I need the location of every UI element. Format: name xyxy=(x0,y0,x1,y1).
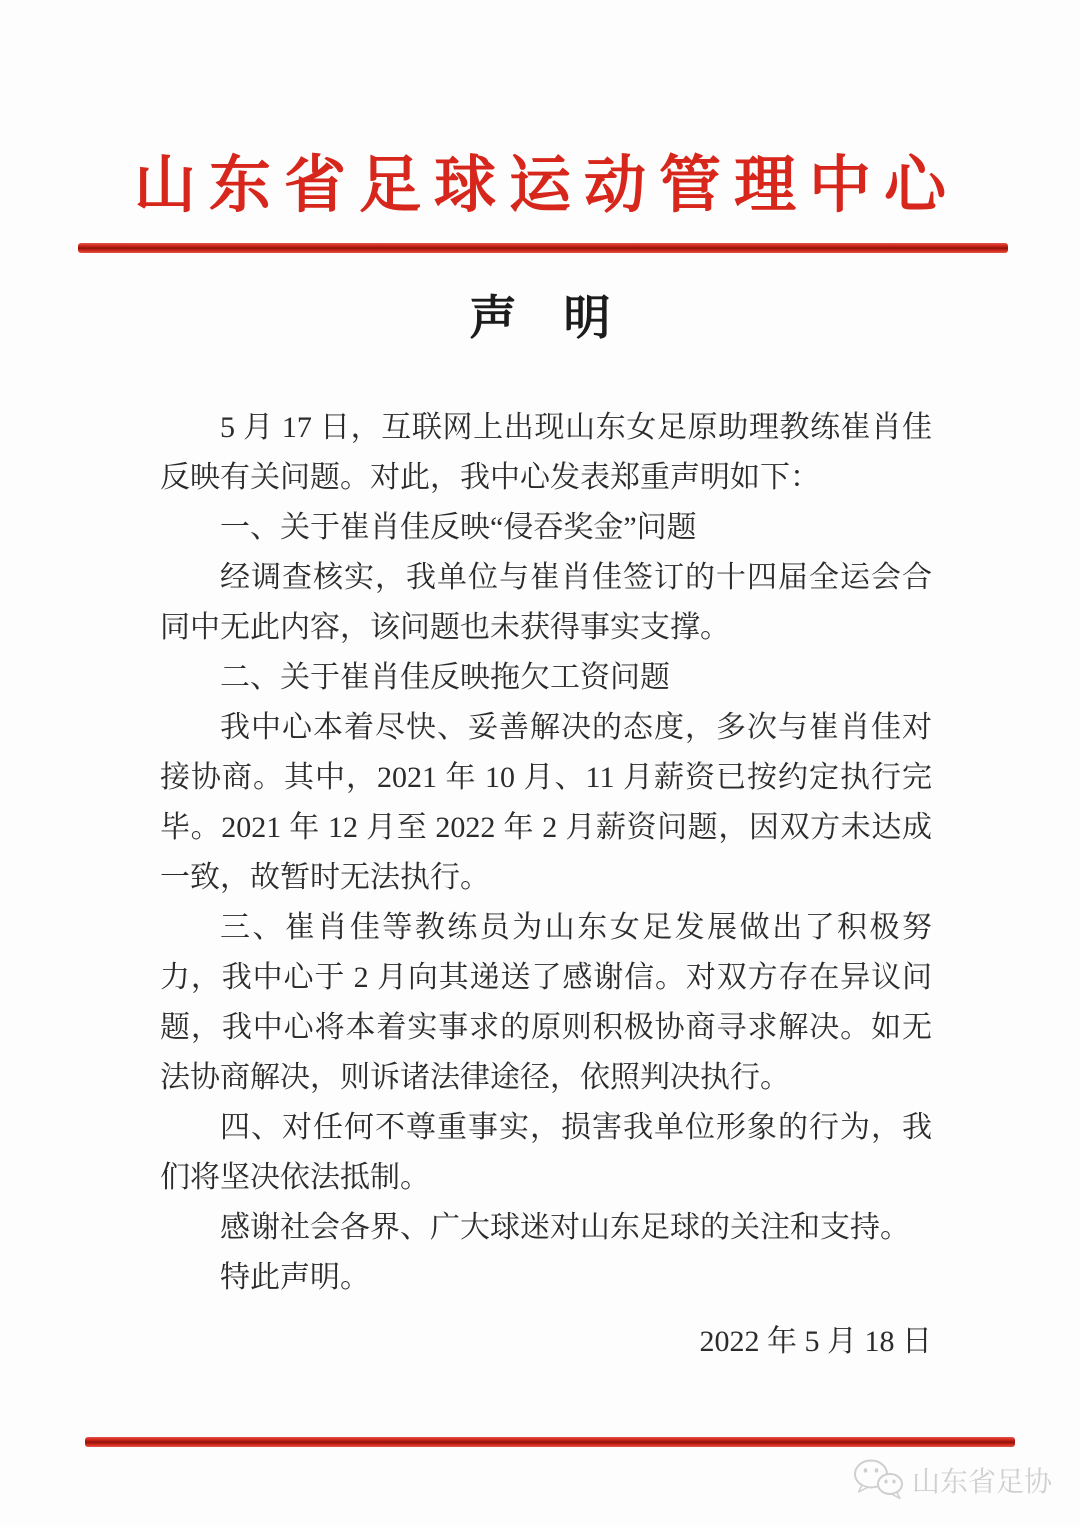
watermark-label: 山东省足协 xyxy=(911,1466,1052,1497)
date-line: 2022 年 5 月 18 日 xyxy=(699,1325,932,1358)
paragraph-section-2: 二、关于崔肖佳反映拖欠工资问题 xyxy=(220,661,670,694)
paragraph-section-3: 三、崔肖佳等教练员为山东女足发展做出了积极努力，我中心于 2 月向其递送了感谢信。对双方存在异议问题，我中心将本着实事求的原则积极协商寻求解决。如无法协商解决，则诉诸法律途径，依照判决执行。 xyxy=(160,911,932,1094)
header-divider xyxy=(78,243,1008,253)
paragraph-closing: 特此声明。 xyxy=(220,1261,370,1294)
letterhead-title: 山东省足球运动管理中心 xyxy=(133,152,959,220)
document-body xyxy=(160,403,932,1367)
paragraph-section-1-body: 经调查核实，我单位与崔肖佳签订的十四届全运会合同中无此内容，该问题也未获得事实支撑。 xyxy=(160,561,932,644)
paragraph-section-4: 四、对任何不尊重事实，损害我单位形象的行为，我们将坚决依法抵制。 xyxy=(160,1111,932,1194)
paragraph-thanks: 感谢社会各界、广大球迷对山东足球的关注和支持。 xyxy=(220,1211,910,1244)
footer-divider xyxy=(85,1437,1015,1447)
paragraph-section-2-body: 我中心本着尽快、妥善解决的态度，多次与崔肖佳对接协商。其中，2021 年 10 月、11 月薪资已按约定执行完毕。2021 年 12 月至 2022 年 2 月薪资问题，因双方未达成一致，故暂时无法执行。 xyxy=(160,711,932,894)
paragraph-section-1: 一、关于崔肖佳反映“侵吞奖金”问题 xyxy=(220,511,697,544)
wechat-icon xyxy=(852,1458,904,1502)
paragraph-intro: 5 月 17 日，互联网上出现山东女足原助理教练崔肖佳反映有关问题。对此，我中心发表郑重声明如下： xyxy=(160,411,932,494)
document-title: 声 明 xyxy=(469,293,611,345)
watermark xyxy=(852,1458,1052,1502)
